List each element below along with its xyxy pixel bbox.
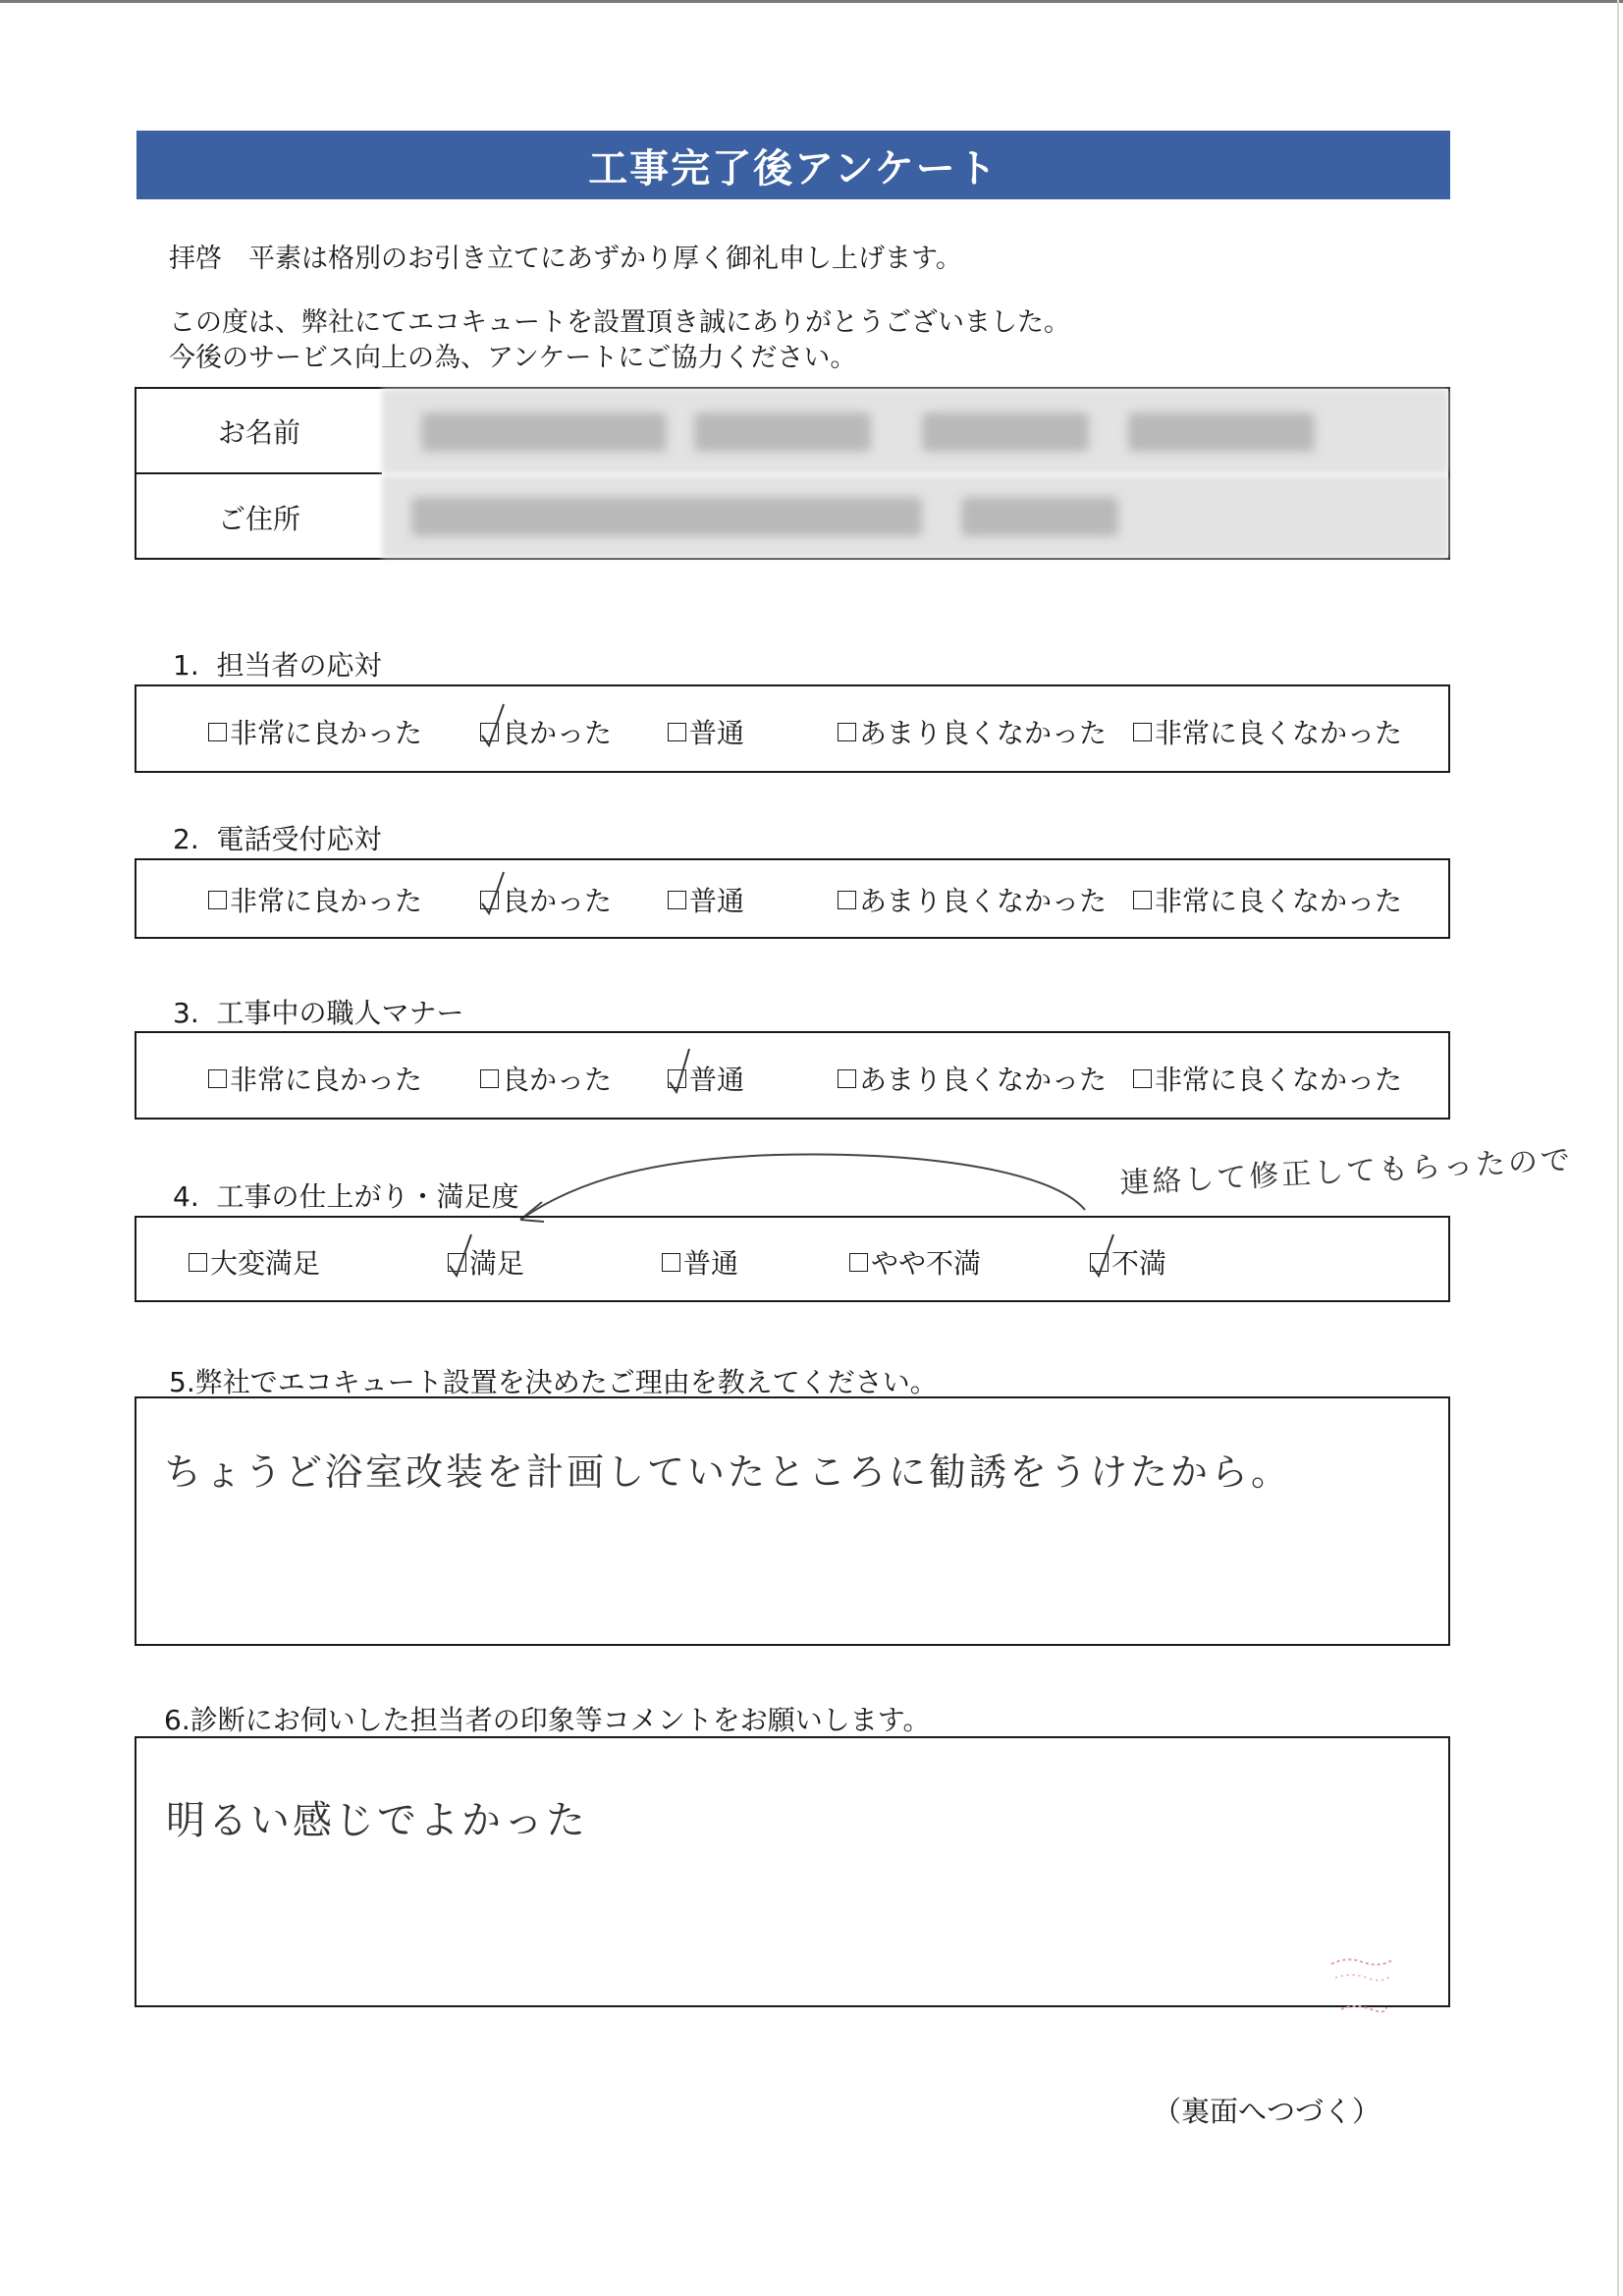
question-3-box bbox=[135, 1031, 1450, 1120]
checkbox-checked[interactable] bbox=[1090, 1253, 1109, 1272]
page-edge bbox=[0, 0, 1623, 3]
page-edge-shadow bbox=[1617, 0, 1619, 2296]
question-4-box bbox=[135, 1216, 1450, 1302]
question-3-title: 3. 工事中の職人マナー bbox=[173, 997, 464, 1029]
redaction-blur bbox=[411, 497, 922, 536]
q4-option-selected[interactable]: 満足 bbox=[448, 1242, 524, 1282]
address-label: ご住所 bbox=[217, 502, 300, 535]
checkbox[interactable] bbox=[668, 891, 686, 909]
checkbox[interactable] bbox=[838, 891, 856, 909]
faint-red-stamp-icon bbox=[1327, 1954, 1396, 2023]
q3-option[interactable]: あまり良くなかった bbox=[838, 1059, 1107, 1098]
q3-option[interactable]: 非常に良かった bbox=[208, 1059, 422, 1098]
checkbox[interactable] bbox=[1133, 723, 1152, 741]
checkbox[interactable] bbox=[668, 723, 686, 741]
redaction-blur bbox=[694, 412, 871, 452]
q4-handwritten-note: 連絡して修正してもらったので bbox=[1118, 1142, 1574, 1202]
checkbox[interactable] bbox=[662, 1253, 680, 1272]
q3-option-selected[interactable]: 普通 bbox=[668, 1059, 744, 1098]
checkbox-checked[interactable] bbox=[480, 891, 499, 909]
redaction-blur bbox=[1128, 412, 1315, 452]
question-6-title: 6.診断にお伺いした担当者の印象等コメントをお願いします。 bbox=[164, 1704, 931, 1736]
q1-option[interactable]: 非常に良くなかった bbox=[1133, 712, 1402, 751]
checkbox[interactable] bbox=[838, 1069, 856, 1088]
intro-line-1: この度は、弊社にてエコキュートを設置頂き誠にありがとうございました。 bbox=[169, 307, 1070, 338]
handwritten-arrow bbox=[501, 1139, 1109, 1228]
checkbox-checked[interactable] bbox=[448, 1253, 466, 1272]
q3-option[interactable]: 良かった bbox=[480, 1059, 612, 1098]
question-2-title: 2. 電話受付応対 bbox=[173, 823, 382, 855]
q5-handwritten-answer: ちょうど浴室改装を計画していたところに勧誘をうけたから。 bbox=[164, 1450, 1292, 1494]
check-mark-icon bbox=[1088, 1232, 1127, 1278]
checkbox[interactable] bbox=[849, 1253, 868, 1272]
checkbox[interactable] bbox=[189, 1253, 207, 1272]
check-mark-icon bbox=[478, 870, 517, 915]
survey-title: 工事完了後アンケート bbox=[136, 131, 1450, 199]
q2-option[interactable]: 非常に良くなかった bbox=[1133, 880, 1402, 919]
question-2-box bbox=[135, 858, 1450, 939]
question-1-title: 1. 担当者の応対 bbox=[173, 649, 382, 682]
continued-on-back-note: （裏面へつづく） bbox=[1153, 2095, 1381, 2128]
question-5-answer-box bbox=[135, 1396, 1450, 1646]
checkbox[interactable] bbox=[1133, 891, 1152, 909]
question-4-title: 4. 工事の仕上がり・満足度 bbox=[173, 1180, 519, 1213]
q2-option[interactable]: あまり良くなかった bbox=[838, 880, 1107, 919]
customer-info-table bbox=[135, 387, 1450, 560]
q1-option-selected[interactable]: 良かった bbox=[480, 712, 612, 751]
q1-option[interactable]: 非常に良かった bbox=[208, 712, 422, 751]
q4-option-selected[interactable]: 不満 bbox=[1090, 1242, 1166, 1282]
q1-option[interactable]: あまり良くなかった bbox=[838, 712, 1107, 751]
q4-option[interactable]: 普通 bbox=[662, 1242, 738, 1282]
q3-option[interactable]: 非常に良くなかった bbox=[1133, 1059, 1402, 1098]
checkbox[interactable] bbox=[208, 1069, 227, 1088]
checkbox-checked[interactable] bbox=[480, 723, 499, 741]
redaction-blur bbox=[961, 497, 1118, 536]
q6-handwritten-answer: 明るい感じでよかった bbox=[166, 1798, 588, 1843]
checkbox[interactable] bbox=[480, 1069, 499, 1088]
q2-option[interactable]: 非常に良かった bbox=[208, 880, 422, 919]
checkbox-checked[interactable] bbox=[668, 1069, 686, 1088]
q1-option[interactable]: 普通 bbox=[668, 712, 744, 751]
check-mark-icon bbox=[446, 1232, 485, 1278]
redaction-blur bbox=[421, 412, 667, 452]
checkbox[interactable] bbox=[1133, 1069, 1152, 1088]
intro-line-2: 今後のサービス向上の為、アンケートにご協力ください。 bbox=[169, 343, 857, 373]
q4-option[interactable]: 大変満足 bbox=[189, 1242, 320, 1282]
q2-option-selected[interactable]: 良かった bbox=[480, 880, 612, 919]
checkbox[interactable] bbox=[208, 723, 227, 741]
question-6-answer-box bbox=[135, 1736, 1450, 2007]
check-mark-icon bbox=[478, 702, 517, 747]
greeting-text: 拝啓 平素は格別のお引き立てにあずかり厚く御礼申し上げます。 bbox=[169, 244, 962, 274]
question-5-title: 5.弊社でエコキュート設置を決めたご理由を教えてください。 bbox=[169, 1366, 938, 1398]
redaction-blur bbox=[922, 412, 1089, 452]
checkbox[interactable] bbox=[838, 723, 856, 741]
question-1-box bbox=[135, 684, 1450, 773]
checkbox[interactable] bbox=[208, 891, 227, 909]
check-mark-icon bbox=[666, 1049, 705, 1094]
q4-option[interactable]: やや不満 bbox=[849, 1242, 981, 1282]
q2-option[interactable]: 普通 bbox=[668, 880, 744, 919]
name-label: お名前 bbox=[136, 389, 382, 474]
